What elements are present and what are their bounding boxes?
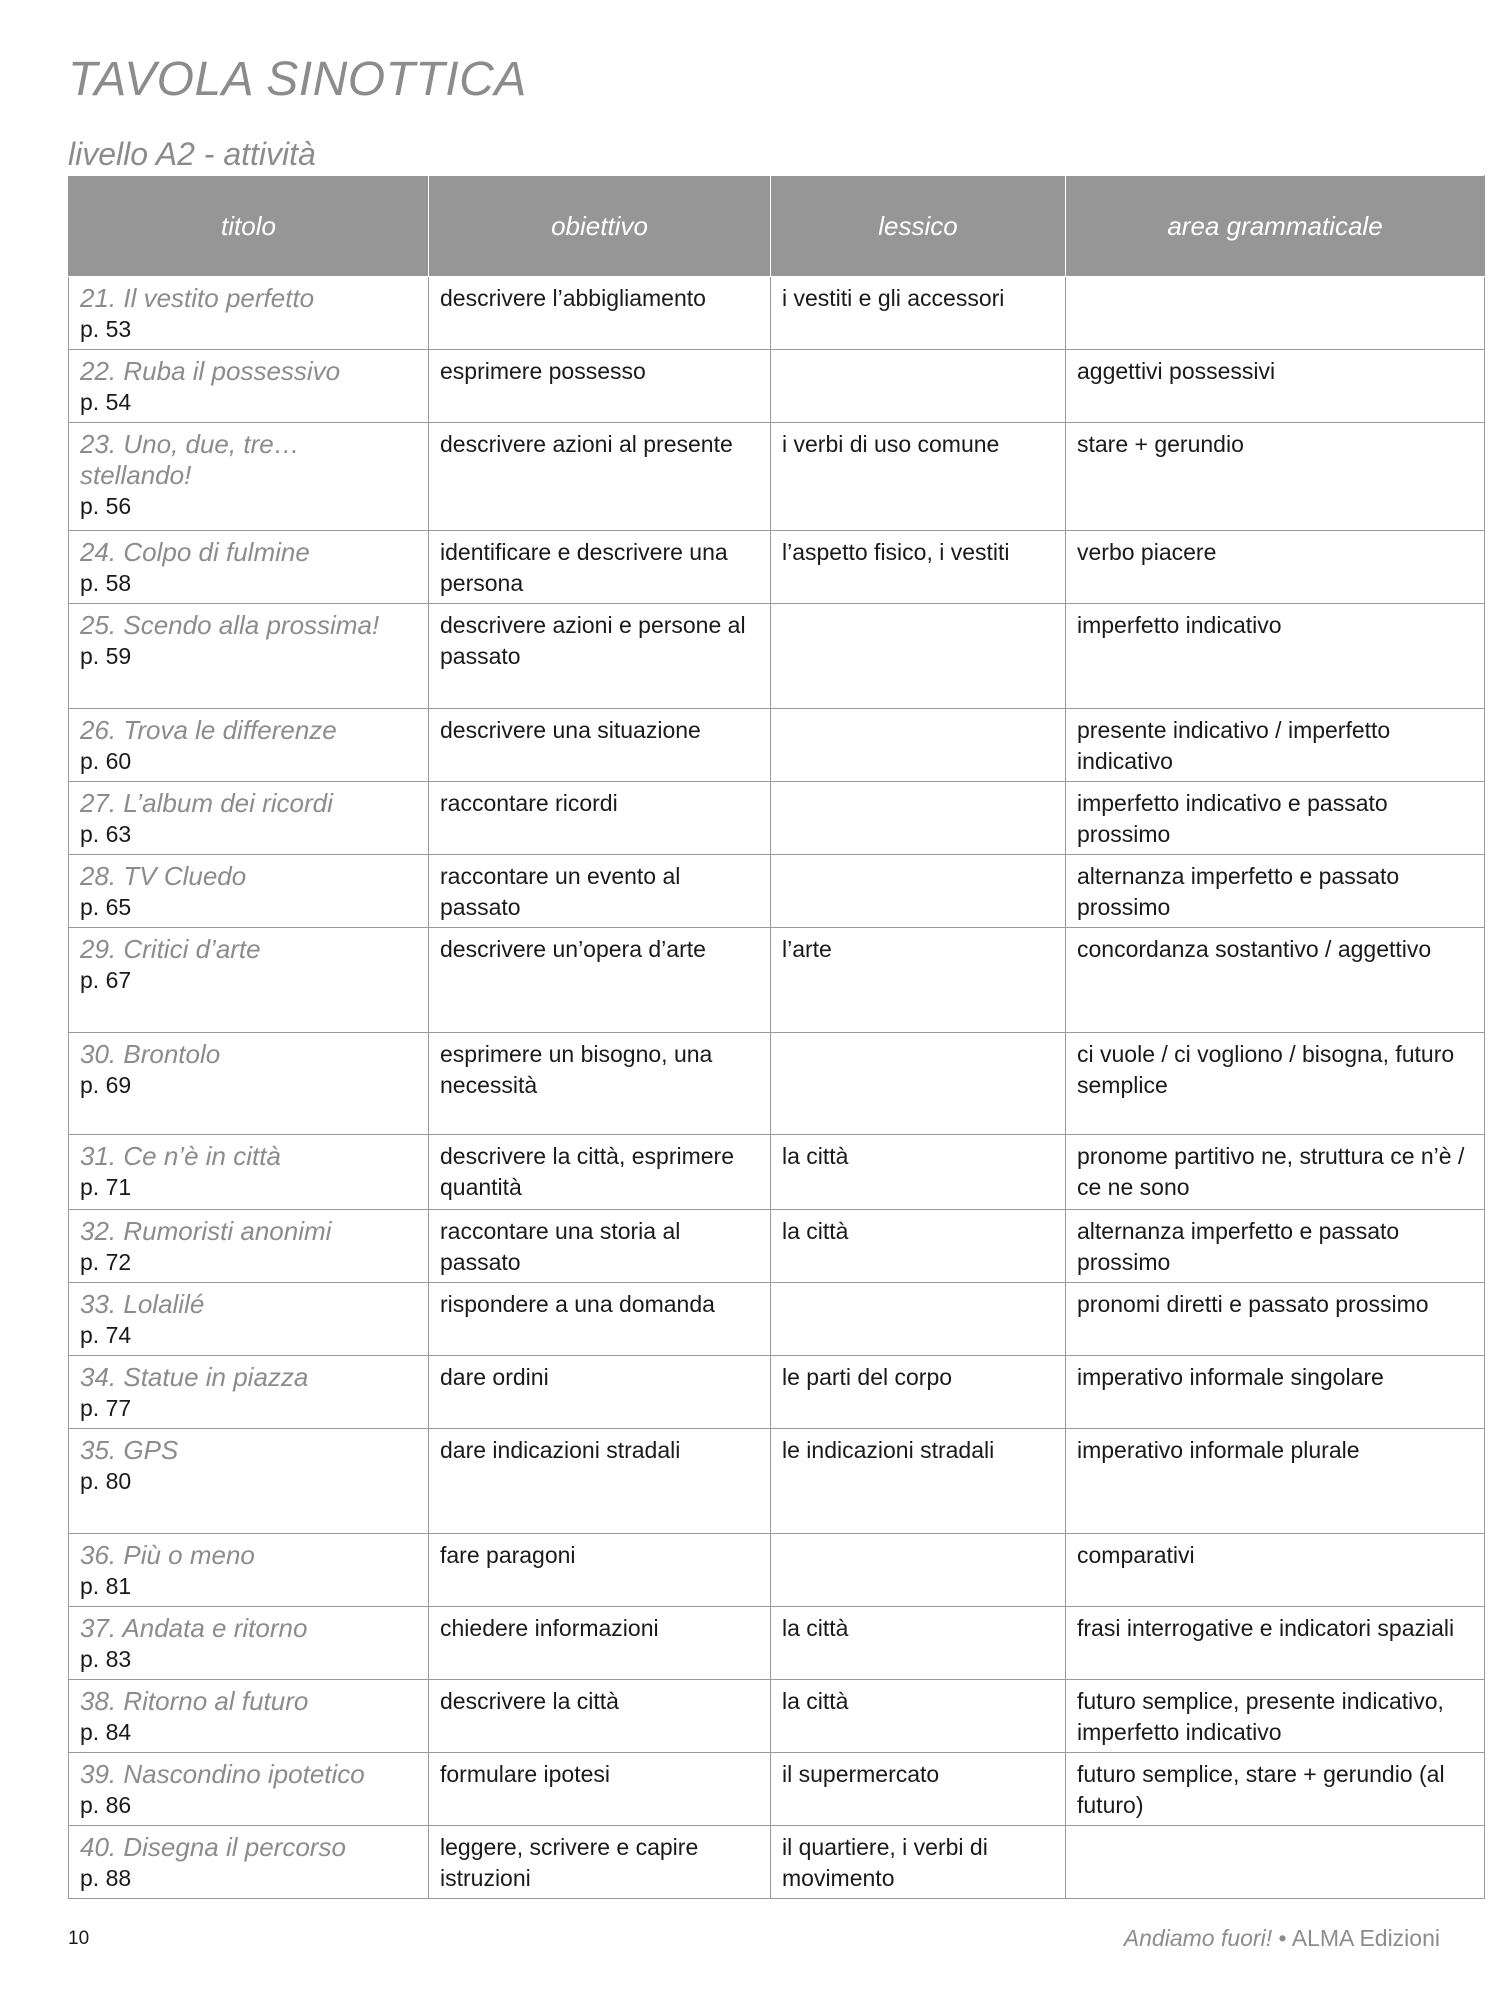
cell-area-grammaticale: presente indicativo / imperfetto indicativo bbox=[1066, 709, 1485, 782]
table-row bbox=[69, 1680, 1485, 1753]
column-header-area-grammaticale: area grammaticale bbox=[1066, 176, 1485, 277]
cell-obiettivo: descrivere azioni al presente bbox=[429, 423, 771, 531]
cell-obiettivo: descrivere l’abbigliamento bbox=[429, 277, 771, 350]
cell-obiettivo: descrivere azioni e persone al passato bbox=[429, 604, 771, 709]
cell-area-grammaticale: imperativo informale plurale bbox=[1066, 1429, 1485, 1534]
table-row bbox=[69, 928, 1485, 1033]
cell-titolo bbox=[69, 423, 429, 531]
table-row bbox=[69, 782, 1485, 855]
cell-titolo bbox=[69, 928, 429, 1033]
column-header-obiettivo: obiettivo bbox=[429, 176, 771, 277]
activity-page: p. 65 bbox=[80, 894, 132, 920]
activity-page: p. 84 bbox=[80, 1719, 132, 1745]
table-row bbox=[69, 1135, 1485, 1210]
table-row bbox=[69, 1429, 1485, 1534]
cell-area-grammaticale bbox=[1066, 1826, 1485, 1899]
book-title: Andiamo fuori! bbox=[1123, 1925, 1273, 1951]
table-row bbox=[69, 1033, 1485, 1135]
cell-obiettivo: esprimere un bisogno, una necessità bbox=[429, 1033, 771, 1135]
cell-area-grammaticale: imperativo informale singolare bbox=[1066, 1356, 1485, 1429]
cell-area-grammaticale: imperfetto indicativo e passato prossimo bbox=[1066, 782, 1485, 855]
cell-area-grammaticale: comparativi bbox=[1066, 1534, 1485, 1607]
activity-page: p. 80 bbox=[80, 1468, 132, 1494]
cell-lessico: il quartiere, i verbi di movimento bbox=[771, 1826, 1066, 1899]
table-row bbox=[69, 1534, 1485, 1607]
cell-area-grammaticale: pronomi diretti e passato prossimo bbox=[1066, 1283, 1485, 1356]
cell-obiettivo: rispondere a una domanda bbox=[429, 1283, 771, 1356]
activity-page: p. 54 bbox=[80, 389, 132, 415]
cell-lessico bbox=[771, 855, 1066, 928]
activity-page: p. 74 bbox=[80, 1322, 132, 1348]
activity-page: p. 88 bbox=[80, 1865, 132, 1891]
cell-lessico: l’arte bbox=[771, 928, 1066, 1033]
table-row bbox=[69, 604, 1485, 709]
activity-title: 26. Trova le differenze bbox=[80, 715, 337, 745]
table-row bbox=[69, 1283, 1485, 1356]
activity-title: 39. Nascondino ipotetico bbox=[80, 1759, 365, 1789]
cell-titolo bbox=[69, 277, 429, 350]
cell-titolo bbox=[69, 1283, 429, 1356]
cell-area-grammaticale: concordanza sostantivo / aggettivo bbox=[1066, 928, 1485, 1033]
table-row bbox=[69, 709, 1485, 782]
cell-area-grammaticale: aggettivi possessivi bbox=[1066, 350, 1485, 423]
table-row bbox=[69, 1826, 1485, 1899]
cell-area-grammaticale: alternanza imperfetto e passato prossimo bbox=[1066, 855, 1485, 928]
table-row bbox=[69, 1356, 1485, 1429]
cell-area-grammaticale: frasi interrogative e indicatori spaziali bbox=[1066, 1607, 1485, 1680]
activity-title: 37. Andata e ritorno bbox=[80, 1613, 308, 1643]
synoptic-table bbox=[68, 175, 1485, 1899]
cell-obiettivo: chiedere informazioni bbox=[429, 1607, 771, 1680]
cell-lessico bbox=[771, 782, 1066, 855]
cell-lessico: i vestiti e gli accessori bbox=[771, 277, 1066, 350]
cell-area-grammaticale: imperfetto indicativo bbox=[1066, 604, 1485, 709]
cell-lessico: il supermercato bbox=[771, 1753, 1066, 1826]
cell-lessico bbox=[771, 1534, 1066, 1607]
activity-page: p. 72 bbox=[80, 1249, 132, 1275]
activity-title: 35. GPS bbox=[80, 1435, 179, 1465]
cell-titolo bbox=[69, 709, 429, 782]
cell-lessico bbox=[771, 1033, 1066, 1135]
cell-titolo bbox=[69, 1534, 429, 1607]
activity-title: 31. Ce n’è in città bbox=[80, 1141, 281, 1171]
cell-obiettivo: descrivere la città, esprimere quantità bbox=[429, 1135, 771, 1210]
table-row bbox=[69, 855, 1485, 928]
activity-title: 27. L’album dei ricordi bbox=[80, 788, 333, 818]
cell-obiettivo: identificare e descrivere una persona bbox=[429, 531, 771, 604]
cell-titolo bbox=[69, 1033, 429, 1135]
page-title: TAVOLA SINOTTICA bbox=[68, 53, 527, 106]
activity-title: 34. Statue in piazza bbox=[80, 1362, 309, 1392]
activity-page: p. 86 bbox=[80, 1792, 132, 1818]
cell-titolo bbox=[69, 531, 429, 604]
activity-title: 21. Il vestito perfetto bbox=[80, 283, 315, 313]
activity-page: p. 63 bbox=[80, 821, 132, 847]
cell-titolo bbox=[69, 350, 429, 423]
activity-page: p. 81 bbox=[80, 1573, 132, 1599]
cell-lessico: le indicazioni stradali bbox=[771, 1429, 1066, 1534]
activity-page: p. 83 bbox=[80, 1646, 132, 1672]
table-row bbox=[69, 1210, 1485, 1283]
cell-lessico bbox=[771, 350, 1066, 423]
column-header-lessico: lessico bbox=[771, 176, 1066, 277]
activity-title: 36. Più o meno bbox=[80, 1540, 255, 1570]
cell-titolo bbox=[69, 1356, 429, 1429]
page-subtitle: livello A2 - attività bbox=[68, 136, 316, 172]
cell-obiettivo: formulare ipotesi bbox=[429, 1753, 771, 1826]
cell-titolo bbox=[69, 1210, 429, 1283]
cell-area-grammaticale: ci vuole / ci vogliono / bisogna, futuro semplice bbox=[1066, 1033, 1485, 1135]
activity-title: 40. Disegna il percorso bbox=[80, 1832, 346, 1862]
activity-page: p. 67 bbox=[80, 967, 132, 993]
footer-credit bbox=[1124, 1925, 1440, 1952]
activity-title: 33. Lolalilé bbox=[80, 1289, 205, 1319]
column-header-titolo: titolo bbox=[69, 176, 429, 277]
activity-page: p. 71 bbox=[80, 1174, 132, 1200]
activity-page: p. 77 bbox=[80, 1395, 132, 1421]
table-row bbox=[69, 1607, 1485, 1680]
activity-title: 30. Brontolo bbox=[80, 1039, 221, 1069]
cell-obiettivo: esprimere possesso bbox=[429, 350, 771, 423]
cell-area-grammaticale: verbo piacere bbox=[1066, 531, 1485, 604]
activity-title: 38. Ritorno al futuro bbox=[80, 1686, 309, 1716]
cell-obiettivo: fare paragoni bbox=[429, 1534, 771, 1607]
cell-area-grammaticale bbox=[1066, 277, 1485, 350]
cell-lessico: i verbi di uso comune bbox=[771, 423, 1066, 531]
activity-page: p. 58 bbox=[80, 570, 132, 596]
cell-titolo bbox=[69, 1607, 429, 1680]
activity-page: p. 60 bbox=[80, 748, 132, 774]
cell-lessico: la città bbox=[771, 1607, 1066, 1680]
cell-obiettivo: descrivere un’opera d’arte bbox=[429, 928, 771, 1033]
activity-title: 29. Critici d’arte bbox=[80, 934, 261, 964]
cell-area-grammaticale: futuro semplice, presente indicativo, imperfetto indicativo bbox=[1066, 1680, 1485, 1753]
cell-obiettivo: descrivere una situazione bbox=[429, 709, 771, 782]
cell-lessico bbox=[771, 1283, 1066, 1356]
cell-titolo bbox=[69, 604, 429, 709]
cell-lessico: le parti del corpo bbox=[771, 1356, 1066, 1429]
table-row bbox=[69, 423, 1485, 531]
cell-lessico: l’aspetto fisico, i vestiti bbox=[771, 531, 1066, 604]
activity-page: p. 53 bbox=[80, 316, 132, 342]
cell-obiettivo: dare ordini bbox=[429, 1356, 771, 1429]
cell-titolo bbox=[69, 1753, 429, 1826]
cell-titolo bbox=[69, 855, 429, 928]
cell-obiettivo: raccontare ricordi bbox=[429, 782, 771, 855]
table-row bbox=[69, 531, 1485, 604]
cell-obiettivo: raccontare un evento al passato bbox=[429, 855, 771, 928]
cell-lessico: la città bbox=[771, 1210, 1066, 1283]
activity-title: 25. Scendo alla prossima! bbox=[80, 610, 380, 640]
cell-lessico: la città bbox=[771, 1135, 1066, 1210]
cell-area-grammaticale: pronome partitivo ne, struttura ce n’è / ce ne sono bbox=[1066, 1135, 1485, 1210]
page-number: 10 bbox=[68, 1928, 90, 1949]
table-header-row bbox=[69, 176, 1485, 277]
cell-titolo bbox=[69, 1429, 429, 1534]
activity-page: p. 59 bbox=[80, 643, 132, 669]
activity-page: p. 56 bbox=[80, 493, 132, 519]
footer-separator: • bbox=[1278, 1925, 1287, 1951]
activity-title: 28. TV Cluedo bbox=[80, 861, 247, 891]
activity-page: p. 69 bbox=[80, 1072, 132, 1098]
cell-lessico bbox=[771, 709, 1066, 782]
table-row bbox=[69, 350, 1485, 423]
activity-title: 22. Ruba il possessivo bbox=[80, 356, 341, 386]
cell-titolo bbox=[69, 1826, 429, 1899]
activity-title: 23. Uno, due, tre… stellando! bbox=[80, 429, 300, 490]
cell-lessico: la città bbox=[771, 1680, 1066, 1753]
cell-obiettivo: raccontare una storia al passato bbox=[429, 1210, 771, 1283]
cell-area-grammaticale: alternanza imperfetto e passato prossimo bbox=[1066, 1210, 1485, 1283]
publisher-name: ALMA Edizioni bbox=[1291, 1925, 1440, 1951]
cell-obiettivo: leggere, scrivere e capire istruzioni bbox=[429, 1826, 771, 1899]
cell-obiettivo: descrivere la città bbox=[429, 1680, 771, 1753]
activity-title: 32. Rumoristi anonimi bbox=[80, 1216, 332, 1246]
cell-titolo bbox=[69, 782, 429, 855]
cell-titolo bbox=[69, 1680, 429, 1753]
cell-area-grammaticale: stare + gerundio bbox=[1066, 423, 1485, 531]
table-row bbox=[69, 1753, 1485, 1826]
table-row bbox=[69, 277, 1485, 350]
cell-lessico bbox=[771, 604, 1066, 709]
cell-obiettivo: dare indicazioni stradali bbox=[429, 1429, 771, 1534]
cell-titolo bbox=[69, 1135, 429, 1210]
cell-area-grammaticale: futuro semplice, stare + gerundio (al futuro) bbox=[1066, 1753, 1485, 1826]
activity-title: 24. Colpo di fulmine bbox=[80, 537, 310, 567]
